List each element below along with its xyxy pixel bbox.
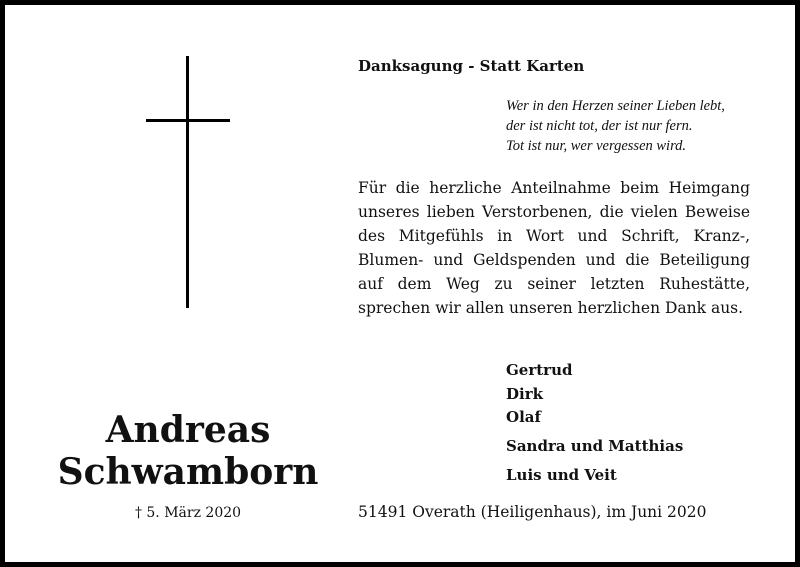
thanks-line: Für die herzliche Anteilnahme beim Heimgang [358,179,750,197]
poem-line: Tot ist nur, wer vergessen wird. [506,138,687,154]
mourner-name: Dirk [506,385,544,403]
poem-line: Wer in den Herzen seiner Lieben lebt, [506,98,725,114]
mourner-name: Sandra und Matthias [506,437,684,455]
thanks-line: sprechen wir allen unseren herzlichen Dank aus. [358,299,744,317]
thanks-line: unseres lieben Verstorbenen, die vielen Beweise [358,203,750,221]
heading: Danksagung - Statt Karten [358,57,585,75]
thanks-line: auf dem Weg zu seiner letzten Ruhestätte, [358,275,750,293]
deceased-last-name: Schwamborn [57,451,319,493]
deceased-first-name: Andreas [105,409,271,451]
thanks-line: Blumen- und Geldspenden und die Beteiligung [358,251,750,269]
mourner-name: Gertrud [506,361,573,379]
thanks-text [358,176,750,320]
thanks-line: des Mitgefühls in Wort und Schrift, Kranz-, [358,227,750,245]
mourner-name: Olaf [506,408,541,426]
poem [506,96,725,156]
place-date: 51491 Overath (Heiligenhaus), im Juni 2020 [358,503,707,521]
cross-icon-bar [146,119,230,122]
death-date: † 5. März 2020 [134,505,242,521]
mourner-name: Luis und Veit [506,466,617,484]
cross-icon [186,56,189,308]
poem-line: der ist nicht tot, der ist nur fern. [506,118,693,134]
deceased-name [45,409,331,493]
